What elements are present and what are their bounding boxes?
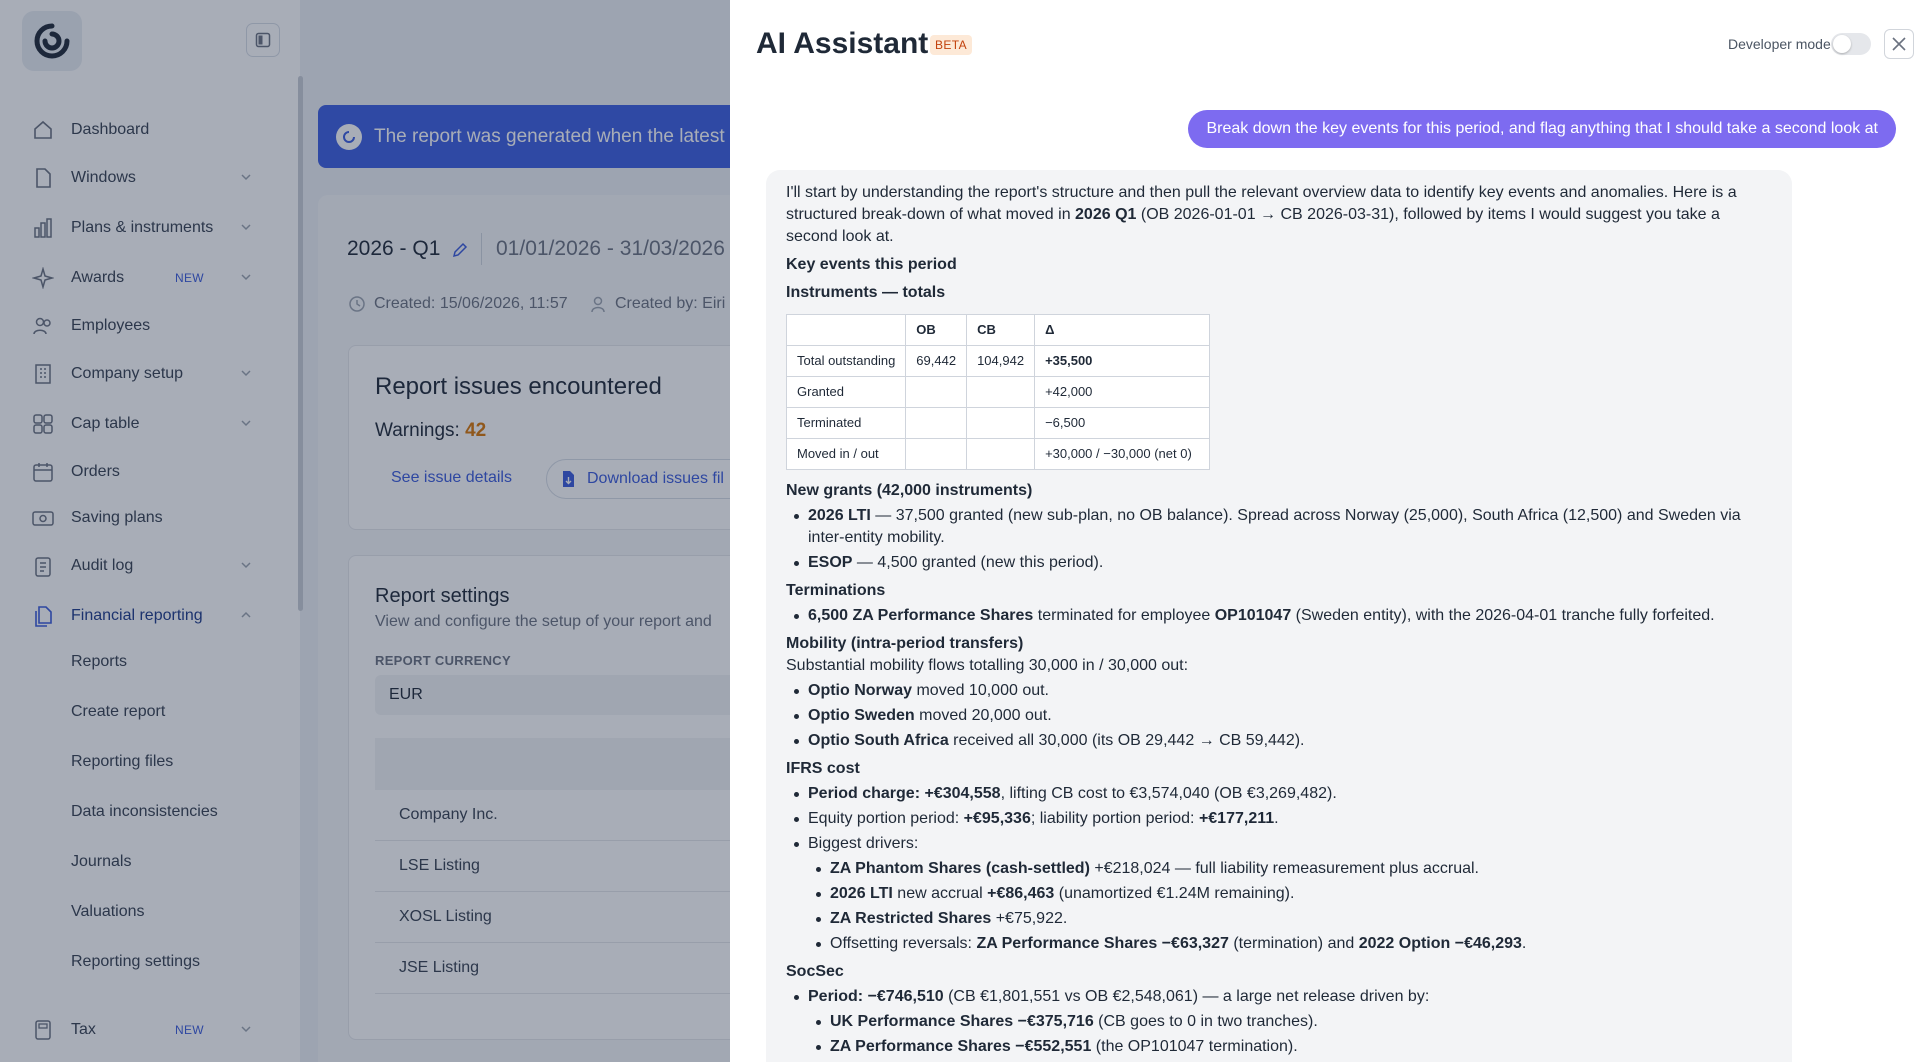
text: ; liability portion period: (1030, 810, 1199, 827)
list-item (808, 552, 1772, 574)
list-item (808, 986, 1772, 1058)
entity-name: Company Inc. (399, 806, 498, 823)
table-header: CB (967, 315, 1035, 346)
banner-text: The report was generated when the latest (374, 125, 725, 147)
table-row (787, 377, 1210, 408)
sub-item-reporting-settings[interactable]: Reporting settings (71, 953, 200, 970)
intro-paragraph (786, 182, 1772, 248)
issues-title: Report issues encountered (375, 373, 662, 400)
text: , lifting CB cost to €3,574,040 (OB €3,269,482). (1000, 785, 1337, 802)
developer-mode-toggle[interactable] (1831, 33, 1871, 55)
period-dates: 01/01/2026 - 31/03/2026 (496, 237, 725, 260)
text: (Sweden entity), with the 2026-04-01 tranche fully forfeited. (1291, 607, 1715, 624)
drivers-list (808, 858, 1772, 955)
text: ZA Restricted Shares (830, 910, 992, 927)
list-item (808, 680, 1772, 702)
text: Period: −€746,510 (808, 988, 944, 1005)
text: (OB 2026-01-01 → CB 2026-03-31), followed by items I would suggest you take a second look at. (786, 206, 1720, 245)
new-badge: NEW (175, 1023, 204, 1037)
toggle-knob (1833, 35, 1851, 53)
settings-subtitle: View and configure the setup of your report and (375, 613, 712, 630)
table-cell (967, 439, 1035, 470)
socsec-list (786, 986, 1772, 1058)
text: 2022 Option −€46,293 (1358, 935, 1522, 952)
text: — 4,500 granted (new this period). (852, 554, 1104, 571)
text: +€75,922. (991, 910, 1068, 927)
text: . (1274, 810, 1279, 827)
heading-socsec: SocSec (786, 963, 844, 980)
text: Optio South Africa (808, 732, 949, 749)
ai-assistant-panel (730, 0, 1920, 1062)
heading-terminations: Terminations (786, 582, 886, 599)
table-cell: Total outstanding (787, 346, 906, 377)
text: Offsetting reversals: (830, 935, 977, 952)
list-item (808, 505, 1772, 549)
table-cell: −6,500 (1035, 408, 1210, 439)
sub-item-reporting-files[interactable]: Reporting files (71, 753, 174, 770)
text: +€218,024 — full liability remeasurement plus accrual. (1089, 860, 1479, 877)
nav-label: Dashboard (71, 121, 150, 138)
created-by-text: Created by: Eiri (615, 295, 726, 312)
text: . (1521, 935, 1527, 952)
table-row (787, 346, 1210, 377)
instruments-table (786, 314, 1210, 470)
text: UK Performance Shares −€375,716 (830, 1013, 1094, 1030)
table-header (787, 315, 906, 346)
table-cell: 104,942 (967, 346, 1035, 377)
heading-mobility: Mobility (intra-period transfers) (786, 635, 1024, 652)
sub-item-valuations[interactable]: Valuations (71, 903, 145, 920)
list-item (808, 705, 1772, 727)
terminations-list (786, 605, 1772, 627)
text: Optio Sweden (808, 707, 915, 724)
text: +€177,211 (1198, 810, 1275, 827)
text: moved 10,000 out. (912, 682, 1049, 699)
text: OP101047 (1214, 607, 1292, 624)
created-text: Created: 15/06/2026, 11:57 (374, 295, 568, 312)
nav-label: Awards (71, 269, 125, 286)
close-icon (1891, 36, 1907, 52)
table-cell: Terminated (787, 408, 906, 439)
table-header: OB (906, 315, 967, 346)
list-item (830, 908, 1772, 930)
list-item (830, 858, 1772, 880)
settings-title: Report settings (375, 585, 510, 607)
text: I'll start by understanding the report's structure and then pull the relevant overview data to identify key events and anomalies. Here is a structured break-down of what moved in (786, 184, 1737, 223)
download-issues-label: Download issues fil (587, 470, 724, 487)
text: Biggest drivers: (808, 835, 919, 852)
warnings-count: 42 (465, 420, 487, 441)
nav-label: Audit log (71, 557, 134, 574)
list-item (830, 933, 1772, 955)
text: moved 20,000 out. (914, 707, 1052, 724)
new-grants-list (786, 505, 1772, 574)
entity-name: XOSL Listing (399, 908, 492, 925)
list-item (808, 833, 1772, 955)
text: 2026 LTI (830, 885, 893, 902)
table-cell: Moved in / out (787, 439, 906, 470)
table-cell (967, 408, 1035, 439)
text: received all 30,000 (its OB 29,442 → CB 59,442). (948, 732, 1305, 749)
sub-item-create-report[interactable]: Create report (71, 703, 166, 720)
currency-label: REPORT CURRENCY (375, 653, 511, 668)
text: 6,500 ZA Performance Shares (808, 607, 1034, 624)
currency-value: EUR (389, 686, 423, 703)
text: (CB €1,801,551 vs OB €2,548,061) — a large net release driven by: (943, 988, 1430, 1005)
table-cell (906, 408, 967, 439)
new-badge: NEW (175, 271, 204, 285)
mobility-list (786, 680, 1772, 752)
list-item (830, 1011, 1772, 1033)
heading-instruments-totals: Instruments — totals (786, 284, 946, 301)
text: 2026 LTI (808, 507, 871, 524)
list-item (808, 783, 1772, 805)
period-title: 2026 - Q1 (347, 237, 441, 260)
text: terminated for employee (1033, 607, 1215, 624)
heading-key-events: Key events this period (786, 256, 957, 273)
text: +€95,336 (963, 810, 1031, 827)
nav-label: Orders (71, 463, 120, 480)
text: ESOP (808, 554, 853, 571)
developer-mode-label: Developer mode (1728, 36, 1831, 52)
text: (termination) and (1228, 935, 1359, 952)
table-row (787, 439, 1210, 470)
list-item (808, 808, 1772, 830)
table-cell: +42,000 (1035, 377, 1210, 408)
text: Equity portion period: (808, 810, 964, 827)
socsec-drivers-list (808, 1011, 1772, 1058)
table-cell: Granted (787, 377, 906, 408)
warnings-label: Warnings: (375, 420, 460, 441)
table-cell (906, 377, 967, 408)
entity-name: LSE Listing (399, 857, 480, 874)
table-cell (906, 439, 967, 470)
text: (the OP101047 termination). (1091, 1038, 1298, 1055)
ifrs-list (786, 783, 1772, 955)
heading-new-grants: New grants (42,000 instruments) (786, 482, 1033, 499)
text: Optio Norway (808, 682, 913, 699)
table-cell: 69,442 (906, 346, 967, 377)
table-header: Δ (1035, 315, 1210, 346)
mobility-intro: Substantial mobility flows totalling 30,000 in / 30,000 out: (786, 657, 1189, 674)
nav-label: Plans & instruments (71, 219, 214, 236)
entity-name: JSE Listing (399, 959, 480, 976)
nav-label: Windows (71, 169, 136, 186)
list-item (830, 883, 1772, 905)
table-row (787, 408, 1210, 439)
nav-label: Company setup (71, 365, 184, 382)
table-cell: +35,500 (1035, 346, 1210, 377)
text: 2026 Q1 (1075, 206, 1137, 223)
sub-item-data-inconsistencies[interactable]: Data inconsistencies (71, 803, 218, 820)
text: — 37,500 granted (new sub-plan, no OB balance). Spread across Norway (25,000), South Africa (12,500) and Sweden via inter-entity mobility. (808, 507, 1741, 546)
nav-label: Saving plans (71, 509, 163, 526)
panel-title: AI Assistant (756, 27, 929, 60)
table-header-row (787, 315, 1210, 346)
see-issue-details-link[interactable]: See issue details (391, 469, 512, 486)
text: (CB goes to 0 in two tranches). (1093, 1013, 1318, 1030)
nav-label: Financial reporting (71, 607, 203, 624)
list-item (808, 730, 1772, 752)
nav-label: Tax (71, 1021, 96, 1038)
modal-backdrop[interactable] (0, 0, 730, 1062)
sub-item-reports[interactable]: Reports (71, 653, 128, 670)
text: Period charge: +€304,558 (808, 785, 1001, 802)
close-button[interactable] (1884, 29, 1914, 59)
list-item (808, 605, 1772, 627)
nav-label: Employees (71, 317, 151, 334)
text: ZA Performance Shares −€552,551 (830, 1038, 1092, 1055)
table-cell (967, 377, 1035, 408)
heading-ifrs-cost: IFRS cost (786, 760, 860, 777)
text: (unamortized €1.24M remaining). (1054, 885, 1295, 902)
user-message: Break down the key events for this period, and flag anything that I should take a second look at (1188, 110, 1896, 148)
assistant-message (766, 170, 1792, 1062)
list-item (830, 1036, 1772, 1058)
text: ZA Phantom Shares (cash-settled) (830, 860, 1090, 877)
beta-badge: BETA (930, 35, 972, 55)
text: +€86,463 (987, 885, 1055, 902)
sub-item-journals[interactable]: Journals (71, 853, 132, 870)
nav-label: Cap table (71, 415, 140, 432)
text: ZA Performance Shares −€63,327 (976, 935, 1229, 952)
text: new accrual (892, 885, 988, 902)
table-cell: +30,000 / −30,000 (net 0) (1035, 439, 1210, 470)
